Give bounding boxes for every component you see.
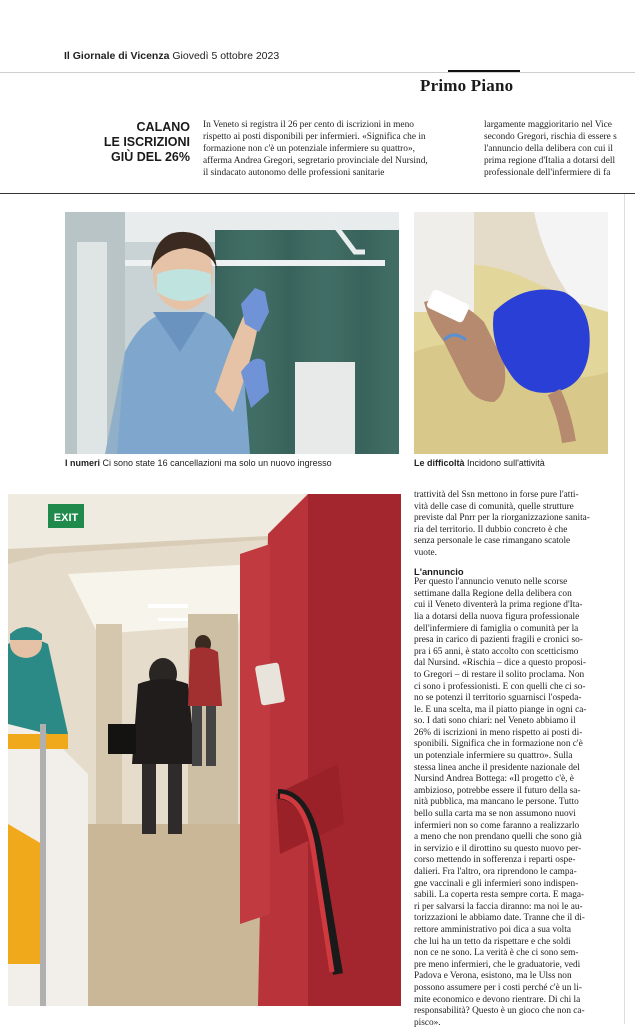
- body-line: presa in carico di pazienti fragili e cronici so-: [414, 635, 583, 646]
- body-line: possono assumere per i costi perché c'è un li-: [414, 982, 582, 993]
- body-line: to Gregori – di restare il solito proclama. Non: [414, 669, 585, 680]
- body-line: Per questo l'annuncio venuto nelle scorse: [414, 577, 568, 588]
- body-line: sabili. La coperta resta sempre corta. E maga-: [414, 890, 585, 901]
- body-line: no se potenzi il territorio sguarnisci l'ospeda-: [414, 693, 582, 704]
- deck-column-1: [203, 119, 473, 179]
- deck-line: l'annuncio della delibera con cui il: [484, 144, 613, 154]
- headline-line: CALANO: [136, 120, 190, 134]
- photo-gloved-hand-art: [414, 212, 608, 454]
- body-line: vuote.: [414, 547, 437, 558]
- headline: [80, 120, 190, 165]
- body-line: trattività del Ssn mettono in forse pure l'atti-: [414, 490, 579, 500]
- masthead: [64, 50, 279, 62]
- body-line: pisco».: [414, 1017, 441, 1028]
- caption-text: Incidono sull'attività: [467, 458, 545, 468]
- deck-line: il sindacato autonomo delle professioni sanitarie: [203, 168, 385, 178]
- body-line: nità pubblica, ma mancano le persone. Tutto: [414, 797, 579, 808]
- body-line: vità delle case di comunità, quelle strutture: [414, 501, 574, 512]
- section-bar: [448, 70, 520, 72]
- caption-label: Le difficoltà: [414, 458, 465, 468]
- deck-line: largamente maggioritario nel Vice: [484, 120, 612, 130]
- body-line: dalieri. Fra l'altro, ora riprendono le campa-: [414, 867, 577, 877]
- body-line: lia a dotarsi della nuova figura professionale: [414, 611, 580, 622]
- deck-line: rispetto ai posti disponibili per infermieri. «Significa che in: [203, 132, 426, 142]
- body-line: so. I dati sono chiari: nel Veneto abbiamo il: [414, 716, 576, 727]
- subheading: L'annuncio: [414, 565, 464, 577]
- deck-line: prima regione d'Italia a dotarsi dell: [484, 156, 616, 166]
- newspaper-name: Il Giornale di Vicenza: [64, 50, 170, 62]
- body-line: non ce ne sono. La verità è che ci sono sem-: [414, 948, 579, 959]
- caption-text: Ci sono state 16 cancellazioni ma solo un nuovo ingresso: [102, 458, 332, 468]
- body-line: pra i 65 anni, è stato accolto con scetticismo: [414, 646, 579, 657]
- body-line: cui il Veneto diventerà la prima regione d'Ita-: [414, 600, 583, 611]
- body-line: ci sono i professionisti. E con quelli che ci so-: [414, 681, 586, 692]
- body-line: un potenziale infermiere su quattro». Sulla: [414, 751, 573, 762]
- body-line: le. È una scelta, ma il piatto piange in ogni ca-: [414, 704, 587, 715]
- section-title: Primo Piano: [420, 76, 514, 95]
- body-line: che lui ha un tetto da rispettare e che soldi: [414, 936, 571, 947]
- body-line: responsabilità? Questo è un gioco che non ca-: [414, 1006, 585, 1017]
- exit-sign: EXIT: [53, 512, 79, 524]
- photo-nurse: [65, 212, 399, 454]
- body-line: pre meno infermieri, che le graduatorie, vedi: [414, 959, 581, 970]
- body-line: rettore amministrativo poi dica a sua volta: [414, 924, 571, 935]
- deck-line: formazione non c'è un potenziale infermiere su quattro»,: [203, 144, 416, 154]
- section-rule: [0, 193, 635, 194]
- body-line: 26% di iscrizioni in meno rispetto ai posti di-: [414, 727, 583, 738]
- body-line: sponibili. Significa che in formazione non c'è: [414, 739, 583, 750]
- issue-date: Giovedì 5 ottobre 2023: [172, 50, 280, 62]
- body-line: ambizioso, potrebbe essere il futuro della sa-: [414, 785, 581, 796]
- body-line: infermieri non so come faranno a realizzarlo: [414, 820, 580, 831]
- headline-line: GIÙ DEL 26%: [111, 150, 190, 164]
- photo-hospital-corridor: [8, 494, 401, 1006]
- body-line: previste dal Pnrr per la riorganizzazione sanita-: [414, 513, 590, 524]
- body-line: in servizio e il dirottino su questo nuovo per-: [414, 843, 582, 854]
- body-line: dal Nursind. «Rischia – dice a questo proposi-: [414, 658, 586, 669]
- body-line: stessa linea anche il presidente nazionale del: [414, 762, 580, 773]
- deck-line: secondo Gregori, rischia di essere s: [484, 132, 617, 142]
- body-line: corso mettendo in sofferenza i reparti ospe-: [414, 855, 576, 866]
- body-line: senza personale le case rimangano scatole: [414, 536, 571, 547]
- body-line: settimane dalla Regione della delibera con: [414, 588, 572, 599]
- column-rule: [624, 194, 625, 1024]
- article-body: [414, 490, 608, 1029]
- body-line: ria del territorio. Il dubbio concreto è che: [414, 524, 568, 535]
- headline-line: LE ISCRIZIONI: [103, 135, 190, 149]
- deck-line: In Veneto si registra il 26 per cento di iscrizioni in meno: [203, 120, 414, 130]
- body-line: a meno che non prendano quelli che sono già: [414, 832, 582, 843]
- photo-gloved-hand: [414, 212, 608, 454]
- body-line: mite economico e devono rientrare. Di chi la: [414, 994, 581, 1005]
- body-line: dell'infermiere di famiglia o comunità per la: [414, 623, 579, 634]
- deck-line: professionale dell'infermiere di fa: [484, 168, 611, 178]
- body-line: Nursind Andrea Bottega: «Il progetto c'è, è: [414, 774, 574, 785]
- body-line: gne vaccinali e gli infermieri sono indispen-: [414, 878, 579, 889]
- photo-nurse-art: [65, 212, 399, 454]
- caption-difficulties: [414, 458, 545, 468]
- deck-line: afferma Andrea Gregori, segretario provinciale del Nursind,: [203, 156, 428, 166]
- body-line: torizzazioni le abbiamo date. Tranne che il di-: [414, 913, 585, 924]
- deck-column-2: [484, 119, 635, 179]
- body-line: ri per salvarsi la faccia diranno: ma noi le au-: [414, 901, 583, 912]
- body-line: Padova e Verona, esistono, ma le Ulss non: [414, 971, 572, 982]
- photo-hospital-corridor-art: [8, 494, 401, 1006]
- caption-numbers: [65, 458, 332, 468]
- body-line: bello sulla carta ma se non assumono nuovi: [414, 809, 576, 820]
- caption-label: I numeri: [65, 458, 101, 468]
- top-rule: [0, 72, 635, 73]
